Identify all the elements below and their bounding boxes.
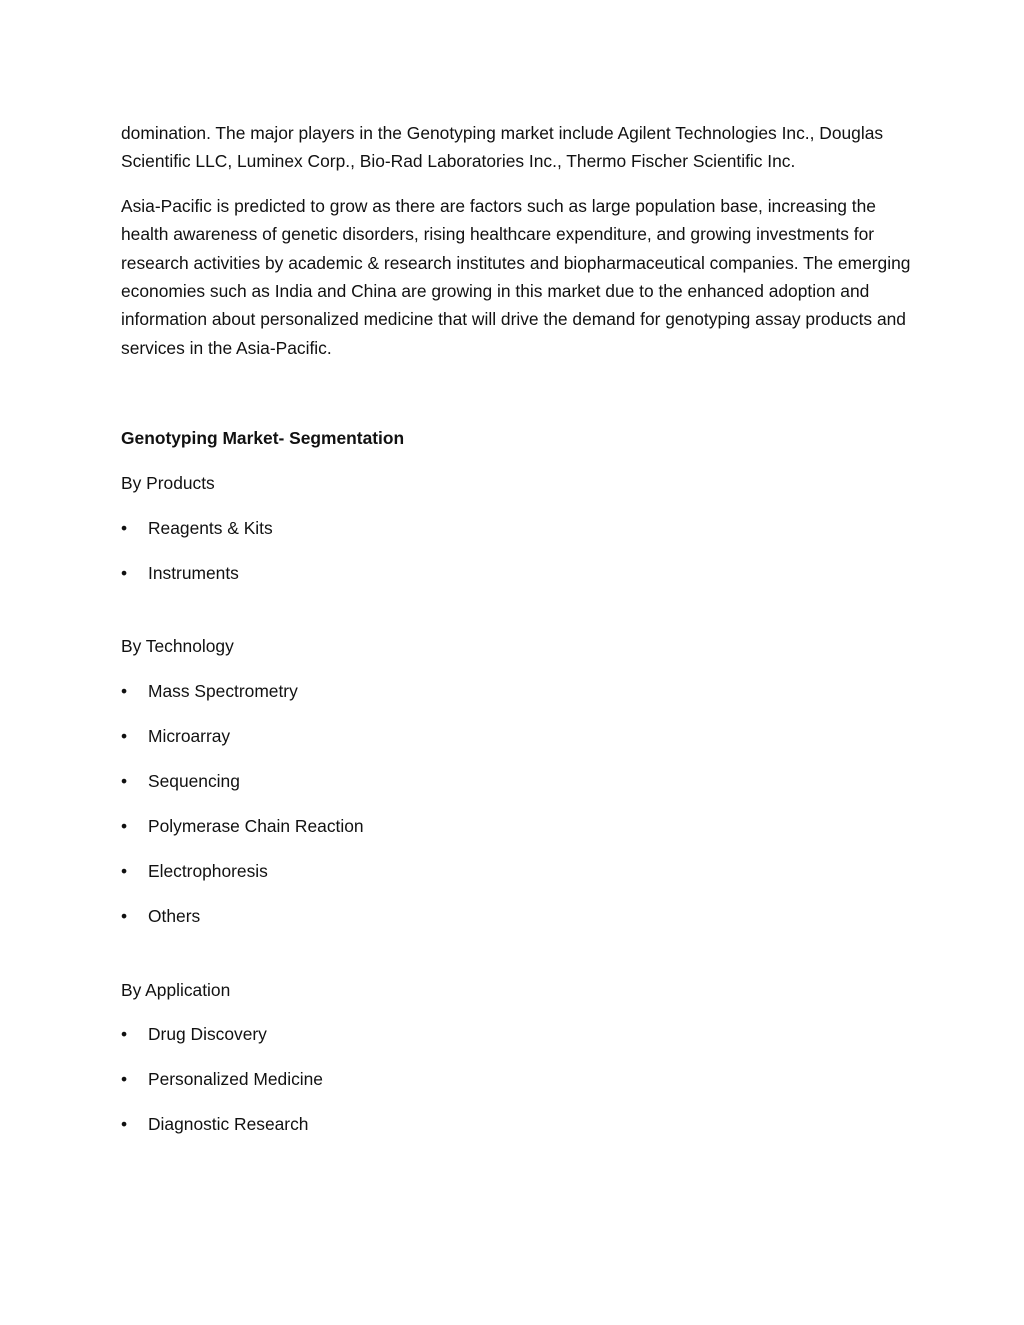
- section-title: Genotyping Market- Segmentation: [121, 427, 405, 448]
- list-item-text: Instruments: [148, 562, 239, 583]
- list-item-text: Personalized Medicine: [148, 1069, 323, 1090]
- list-item: [121, 514, 911, 542]
- list-item: [121, 857, 911, 885]
- list-item: [121, 1110, 911, 1138]
- document-page: [121, 119, 911, 1155]
- paragraph-asia-pacific: Asia-Pacific is predicted to grow as there are factors such as large population base, increasing the health awareness of genetic disorders, rising healthcare expenditure, and growing investments for research activities by academic & research institutes and biopharmaceutical companies. The emerging economies such as India and China are growing in this market due to the enhanced adoption and information about personalized medicine that will drive the demand for genotyping assay products and services in the Asia-Pacific.: [121, 196, 911, 358]
- segment-group-products: [121, 469, 911, 587]
- list-item: [121, 812, 911, 840]
- list-item-text: Sequencing: [148, 771, 240, 792]
- list-item: [121, 722, 911, 750]
- segment-group-technology: [121, 632, 911, 930]
- list-item: [121, 902, 911, 930]
- bullet-icon: •: [121, 816, 128, 836]
- list-item: [121, 559, 911, 587]
- list-item-text: Reagents & Kits: [148, 517, 273, 538]
- bullet-list: [121, 677, 911, 930]
- bullet-icon: •: [121, 905, 128, 926]
- bullet-icon: •: [121, 562, 128, 583]
- list-item-text: Others: [148, 905, 201, 926]
- list-item: [121, 767, 911, 795]
- bullet-icon: •: [121, 860, 128, 881]
- bullet-icon: •: [121, 726, 128, 747]
- list-item: [121, 1020, 911, 1048]
- bullet-list: [121, 1020, 911, 1138]
- list-item-text: Electrophoresis: [148, 860, 268, 881]
- bullet-icon: •: [121, 1024, 128, 1045]
- list-item-text: Drug Discovery: [148, 1024, 267, 1045]
- paragraph-key-players: domination. The major players in the Genotyping market include Agilent Technologies Inc., Douglas Scientific LLC, Luminex Corp., Bio-Rad Laboratories Inc., Thermo Fischer Scientific Inc.: [121, 123, 884, 172]
- group-label: By Technology: [121, 636, 234, 657]
- list-item-text: Microarray: [148, 726, 231, 747]
- bullet-icon: •: [121, 1069, 128, 1090]
- list-item-text: Diagnostic Research: [148, 1114, 309, 1135]
- list-item-text: Mass Spectrometry: [148, 681, 298, 702]
- list-item: [121, 1065, 911, 1093]
- list-item: [121, 677, 911, 705]
- bullet-icon: •: [121, 771, 128, 792]
- bullet-list: [121, 514, 911, 587]
- group-label: By Products: [121, 472, 215, 493]
- group-label: By Application: [121, 979, 231, 1000]
- bullet-icon: •: [121, 681, 128, 702]
- list-item-text: Polymerase Chain Reaction: [148, 816, 364, 836]
- segment-group-application: [121, 976, 911, 1139]
- bullet-icon: •: [121, 517, 128, 538]
- bullet-icon: •: [121, 1114, 128, 1135]
